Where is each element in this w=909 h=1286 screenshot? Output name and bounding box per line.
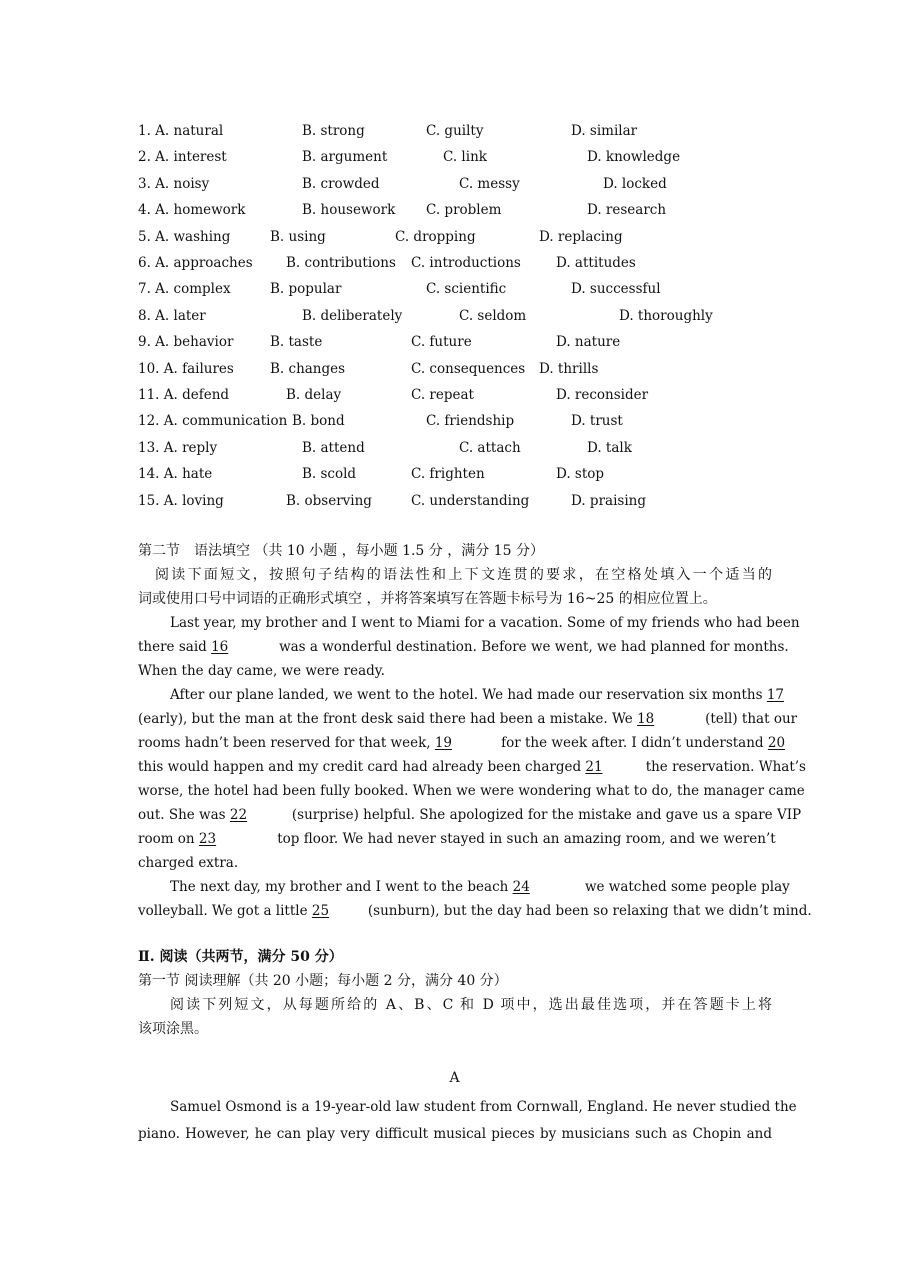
option-choice: D. talk [587,439,632,456]
option-choice: 1. A. natural [138,123,224,139]
option-choice: B. observing [286,492,372,509]
option-choice: B. attend [302,439,365,456]
passage-line: out. She was 22 (surprise) helpful. She apologized for the mistake and gave us a spare VIP [138,807,802,823]
option-choice: D. locked [603,175,667,192]
option-choice: C. link [443,149,487,166]
option-choice: B. deliberately [302,307,403,324]
option-choice: B. crowded [302,175,380,192]
option-choice: 8. A. later [138,307,206,324]
option-choice: C. dropping [395,228,476,245]
option-choice: B. changes [270,360,346,377]
section2-instructions-line2: 词或使用口号中词语的正确形式填空 ，并将答案填写在答题卡标号为 16~25 的相应位置上。 [138,591,717,607]
passage-a-line: Samuel Osmond is a 19-year-old law student from Cornwall, England. He never studied the [170,1099,797,1115]
option-choice: D. stop [556,466,605,483]
option-choice: C. problem [426,202,502,219]
option-choice: B. argument [302,149,388,166]
blank-16[interactable]: 16 [211,639,229,655]
option-choice: D. research [587,202,667,219]
option-choice: C. consequences [411,360,526,377]
option-choice: C. seldom [459,307,527,324]
passage-line: After our plane landed, we went to the hotel. We had made our reservation six months 17 [170,686,772,704]
blank-20[interactable]: 20 [767,735,786,751]
option-choice: B. strong [302,123,365,139]
passage-line: The next day, my brother and I went to the beach 24 we watched some people play [170,879,790,895]
option-choice: 11. A. defend [138,387,230,403]
option-choice: C. messy [459,175,520,192]
option-choice: C. scientific [426,281,507,298]
option-choice: D. similar [571,123,638,139]
section2-heading: 第二节 语法填空 （共 10 小题 ，每小题 1.5 分 ，满分 15 分） [138,543,544,559]
passage-line: charged extra. [138,855,239,871]
blank-24[interactable]: 24 [512,879,530,895]
blank-18[interactable]: 18 [637,711,655,727]
option-choice: B. scold [302,466,357,483]
section2-instructions-line1: 阅读下面短文，按照句子结构的语法性和上下文连贯的要求，在空格处填入一个适当的 [155,567,772,583]
passage-line: Last year, my brother and I went to Miami for a vacation. Some of my friends who had been [170,615,800,631]
blank-22[interactable]: 22 [229,807,248,823]
passage-a-line: piano. However, he can play very difficult musical pieces by musicians such as Chopin and [138,1126,772,1142]
option-choice: 6. A. approaches [138,255,253,271]
blank-19[interactable]: 19 [434,735,453,751]
blank-23[interactable]: 23 [198,831,217,847]
blank-25[interactable]: 25 [311,903,330,919]
option-choice: C. attach [459,439,521,456]
option-choice: D. trust [571,413,623,430]
option-choice: 7. A. complex [138,281,231,298]
passage-line: there said 16 was a wonderful destination. Before we went, we had planned for months. [138,639,789,655]
option-choice: C. understanding [411,492,530,509]
option-choice: D. reconsider [556,387,649,403]
option-choice: D. thoroughly [619,307,713,324]
option-choice: 9. A. behavior [138,334,234,351]
option-choice: 2. A. interest [138,149,227,166]
option-choice: B. popular [270,281,342,298]
option-choice: 5. A. washing [138,228,231,245]
option-choice: C. repeat [411,387,474,403]
option-choice: C. friendship [426,413,515,430]
part2-instructions-line2: 该项涂黑。 [138,1021,208,1037]
passage-line: When the day came, we were ready. [138,663,385,679]
option-choice: D. attitudes [556,255,636,271]
blank-21[interactable]: 21 [585,759,603,775]
option-choice: D. replacing [539,228,623,245]
option-choice: C. frighten [411,466,485,483]
option-choice: 15. A. loving [138,492,224,509]
option-choice: B. using [270,228,326,245]
blank-17[interactable]: 17 [766,687,785,703]
option-choice: C. guilty [426,123,484,139]
option-choice: D. thrills [539,360,599,377]
option-choice: D. nature [556,334,621,351]
option-choice: 4. A. homework [138,202,246,219]
option-choice: B. delay [286,387,342,403]
option-choice: 12. A. communication [138,413,288,430]
passage-line: room on 23 top floor. We had never stayed in such an amazing room, and we weren’t [138,831,776,847]
passage-line: volleyball. We got a little 25 (sunburn), but the day had been so relaxing that we didn’t mind. [138,903,812,919]
part2-subheading: 第一节 阅读理解（共 20 小题；每小题 2 分，满分 40 分） [138,973,508,989]
option-choice: B. housework [302,202,396,219]
option-choice: B. bond [292,413,345,430]
option-choice: D. praising [571,492,646,509]
option-choice: 14. A. hate [138,466,213,483]
option-choice: D. successful [571,281,661,298]
option-choice: 10. A. failures [138,360,234,377]
part2-instructions-line1: 阅读下列短文，从每题所给的 A、B、C 和 D 项中，选出最佳选项，并在答题卡上将 [170,997,772,1013]
option-choice: C. introductions [411,255,521,271]
passage-line: (early), but the man at the front desk said there had been a mistake. We 18 (tell) that our [138,711,798,727]
passage-line: rooms hadn’t been reserved for that week, 19 for the week after. I didn’t understand 20 [138,734,772,752]
passage-a-letter: A [449,1070,460,1086]
option-choice: C. future [411,334,472,351]
option-choice: D. knowledge [587,149,681,166]
option-choice: B. taste [270,334,323,351]
option-choice: 13. A. reply [138,439,218,456]
passage-line: this would happen and my credit card had already been charged 21 the reservation. What’s [138,759,806,775]
part2-heading: Ⅱ. 阅读（共两节，满分 50 分） [138,949,343,965]
option-choice: B. contributions [286,255,396,271]
passage-line: worse, the hotel had been fully booked. When we were wondering what to do, the manager came [138,783,805,799]
option-choice: 3. A. noisy [138,175,210,192]
